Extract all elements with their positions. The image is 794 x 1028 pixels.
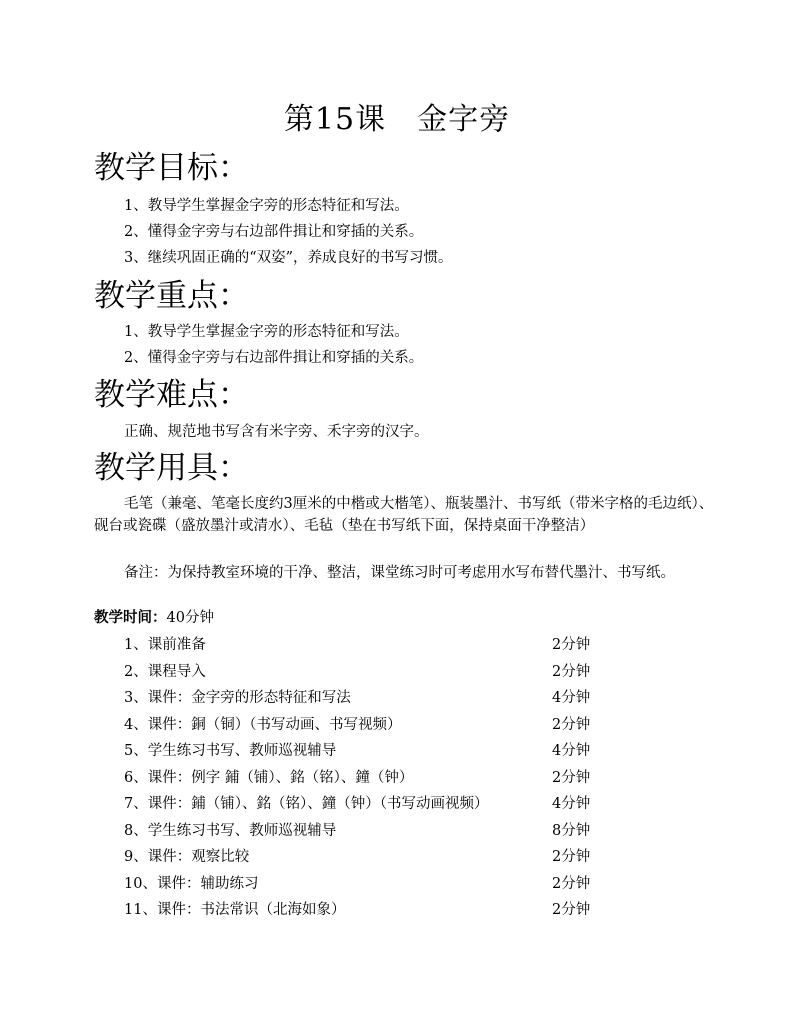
schedule-row bbox=[124, 662, 604, 689]
schedule-row bbox=[124, 768, 604, 795]
schedule-item: 10、课件：辅助练习 bbox=[124, 875, 259, 892]
key-points-heading: 教学重点： bbox=[94, 278, 249, 314]
schedule-item: 6、课件：例字 鋪（铺）、銘（铭）、鐘（钟） bbox=[124, 769, 414, 786]
schedule-row bbox=[124, 874, 604, 901]
schedule-row bbox=[124, 821, 604, 848]
schedule-duration: 2分钟 bbox=[552, 716, 591, 733]
schedule-item: 3、课件：金字旁的形态特征和写法 bbox=[124, 690, 351, 706]
schedule-row bbox=[124, 794, 604, 821]
objective-item: 3、继续巩固正确的“双姿”，养成良好的书写习惯。 bbox=[124, 250, 453, 266]
schedule-item: 5、学生练习书写、教师巡视辅导 bbox=[124, 743, 337, 759]
schedule-duration: 2分钟 bbox=[552, 902, 591, 918]
schedule-item: 1、课前准备 bbox=[124, 637, 206, 653]
schedule-item: 2、课程导入 bbox=[124, 663, 206, 680]
schedule-duration: 2分钟 bbox=[552, 637, 591, 653]
schedule-item: 11、课件：书法常识（北海如象） bbox=[124, 902, 346, 918]
schedule-duration: 4分钟 bbox=[552, 690, 591, 706]
schedule-row bbox=[124, 688, 604, 715]
schedule-item: 4、课件：銅（铜）（书写动画、书写视频） bbox=[124, 716, 402, 733]
schedule-duration: 4分钟 bbox=[552, 796, 591, 812]
teaching-time-label: 教学时间： bbox=[94, 609, 167, 626]
schedule-duration: 2分钟 bbox=[552, 663, 591, 680]
objective-item: 2、懂得金字旁与右边部件揖让和穿插的关系。 bbox=[124, 224, 424, 240]
tools-note: 备注：为保持教室环境的干净、整洁，课堂练习时可考虑用水写布替代墨汁、书写纸。 bbox=[124, 565, 675, 581]
schedule-item: 7、课件：鋪（铺）、銘（铭）、鐘（钟）（书写动画视频） bbox=[124, 796, 489, 812]
difficulties-heading: 教学难点： bbox=[94, 377, 249, 413]
schedule-duration: 4分钟 bbox=[552, 743, 591, 759]
schedule-row bbox=[124, 741, 604, 768]
schedule-row bbox=[124, 715, 604, 742]
schedule-duration: 2分钟 bbox=[552, 849, 591, 865]
schedule-duration: 8分钟 bbox=[552, 822, 591, 839]
schedule-item: 9、课件：观察比较 bbox=[124, 849, 250, 865]
difficulty-item: 正确、规范地书写含有米字旁、禾字旁的汉字。 bbox=[124, 424, 429, 440]
schedule-item: 8、学生练习书写、教师巡视辅导 bbox=[124, 822, 337, 839]
tools-paragraph: 毛笔（兼毫、笔毫长度约3厘米的中楷或大楷笔）、瓶装墨汁、书写纸（带米字格的毛边纸）、砚台或瓷碟（盛放墨汁或清水）、毛毡（垫在书写纸下面，保持桌面干净整洁） bbox=[94, 496, 714, 534]
schedule-duration: 2分钟 bbox=[552, 875, 591, 892]
key-point-item: 1、教导学生掌握金字旁的形态特征和写法。 bbox=[124, 324, 409, 340]
key-point-item: 2、懂得金字旁与右边部件揖让和穿插的关系。 bbox=[124, 350, 424, 366]
teaching-time-value: 40分钟 bbox=[166, 610, 214, 626]
schedule-row bbox=[124, 900, 604, 927]
objectives-heading: 教学目标： bbox=[94, 150, 249, 186]
objective-item: 1、教导学生掌握金字旁的形态特征和写法。 bbox=[124, 198, 409, 214]
schedule-list bbox=[124, 635, 604, 927]
lesson-title: 第15课 金字旁 bbox=[283, 102, 511, 137]
schedule-row bbox=[124, 847, 604, 874]
schedule-row bbox=[124, 635, 604, 662]
teaching-time bbox=[94, 608, 214, 628]
tools-heading: 教学用具： bbox=[94, 450, 249, 486]
schedule-duration: 2分钟 bbox=[552, 769, 591, 786]
